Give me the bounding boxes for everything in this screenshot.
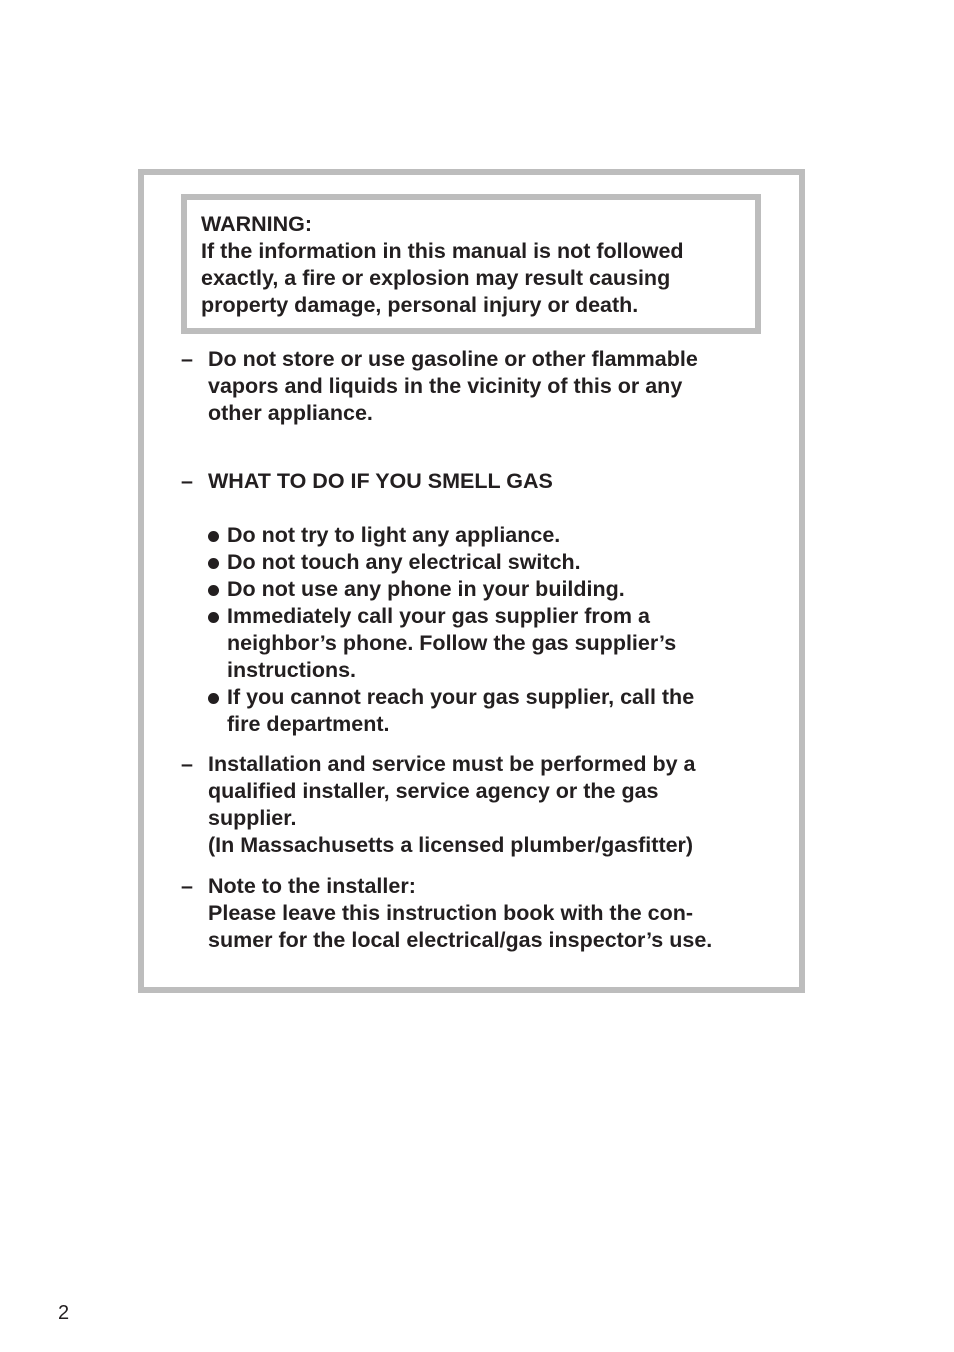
gas-step-line: neighbor’s phone. Follow the gas supplier’s [227,631,677,655]
instruction-item-installation [181,751,761,859]
warning-line: If the information in this manual is not followed [201,239,684,263]
gas-step [208,684,748,738]
item-line: Note to the installer: [208,874,416,898]
item-line: sumer for the local electrical/gas inspector’s use. [208,928,713,952]
bullet-dot-icon [208,585,219,596]
dash-marker: – [181,752,193,776]
item-line: Installation and service must be performed by a [208,752,696,776]
item-line: qualified installer, service agency or the gas [208,779,659,803]
item-line: other appliance. [208,401,373,425]
item-heading: WHAT TO DO IF YOU SMELL GAS [208,469,553,493]
gas-step-line: instructions. [227,658,357,682]
gas-steps-list [208,522,748,738]
gas-step-line: fire department. [227,712,390,736]
warning-line: exactly, a fire or explosion may result causing [201,266,671,290]
dash-marker: – [181,347,193,371]
bullet-dot-icon [208,531,219,542]
gas-step-line: Immediately call your gas supplier from a [227,604,650,628]
warning-text [201,211,741,319]
gas-step [208,522,748,549]
gas-step-line: Do not touch any electrical switch. [227,550,581,574]
dash-marker: – [181,874,193,898]
warning-line: property damage, personal injury or death. [201,293,639,317]
warning-heading: WARNING: [201,212,313,236]
bullet-dot-icon [208,612,219,623]
page-number: 2 [58,1302,70,1324]
dash-marker: – [181,469,193,493]
instruction-item-gasoline [181,346,761,427]
gas-step [208,549,748,576]
item-line: Please leave this instruction book with the con- [208,901,694,925]
gas-step-line: If you cannot reach your gas supplier, call the [227,685,695,709]
item-line: Do not store or use gasoline or other flammable [208,347,698,371]
item-line: supplier. [208,806,297,830]
gas-step [208,603,748,684]
gas-step [208,576,748,603]
bullet-dot-icon [208,693,219,704]
item-line: (In Massachusetts a licensed plumber/gasfitter) [208,833,694,857]
instruction-item-installer-note [181,873,761,954]
instruction-item-smell-gas [181,468,761,495]
item-line: vapors and liquids in the vicinity of this or any [208,374,683,398]
gas-step-line: Do not try to light any appliance. [227,523,561,547]
bullet-dot-icon [208,558,219,569]
gas-step-line: Do not use any phone in your building. [227,577,625,601]
